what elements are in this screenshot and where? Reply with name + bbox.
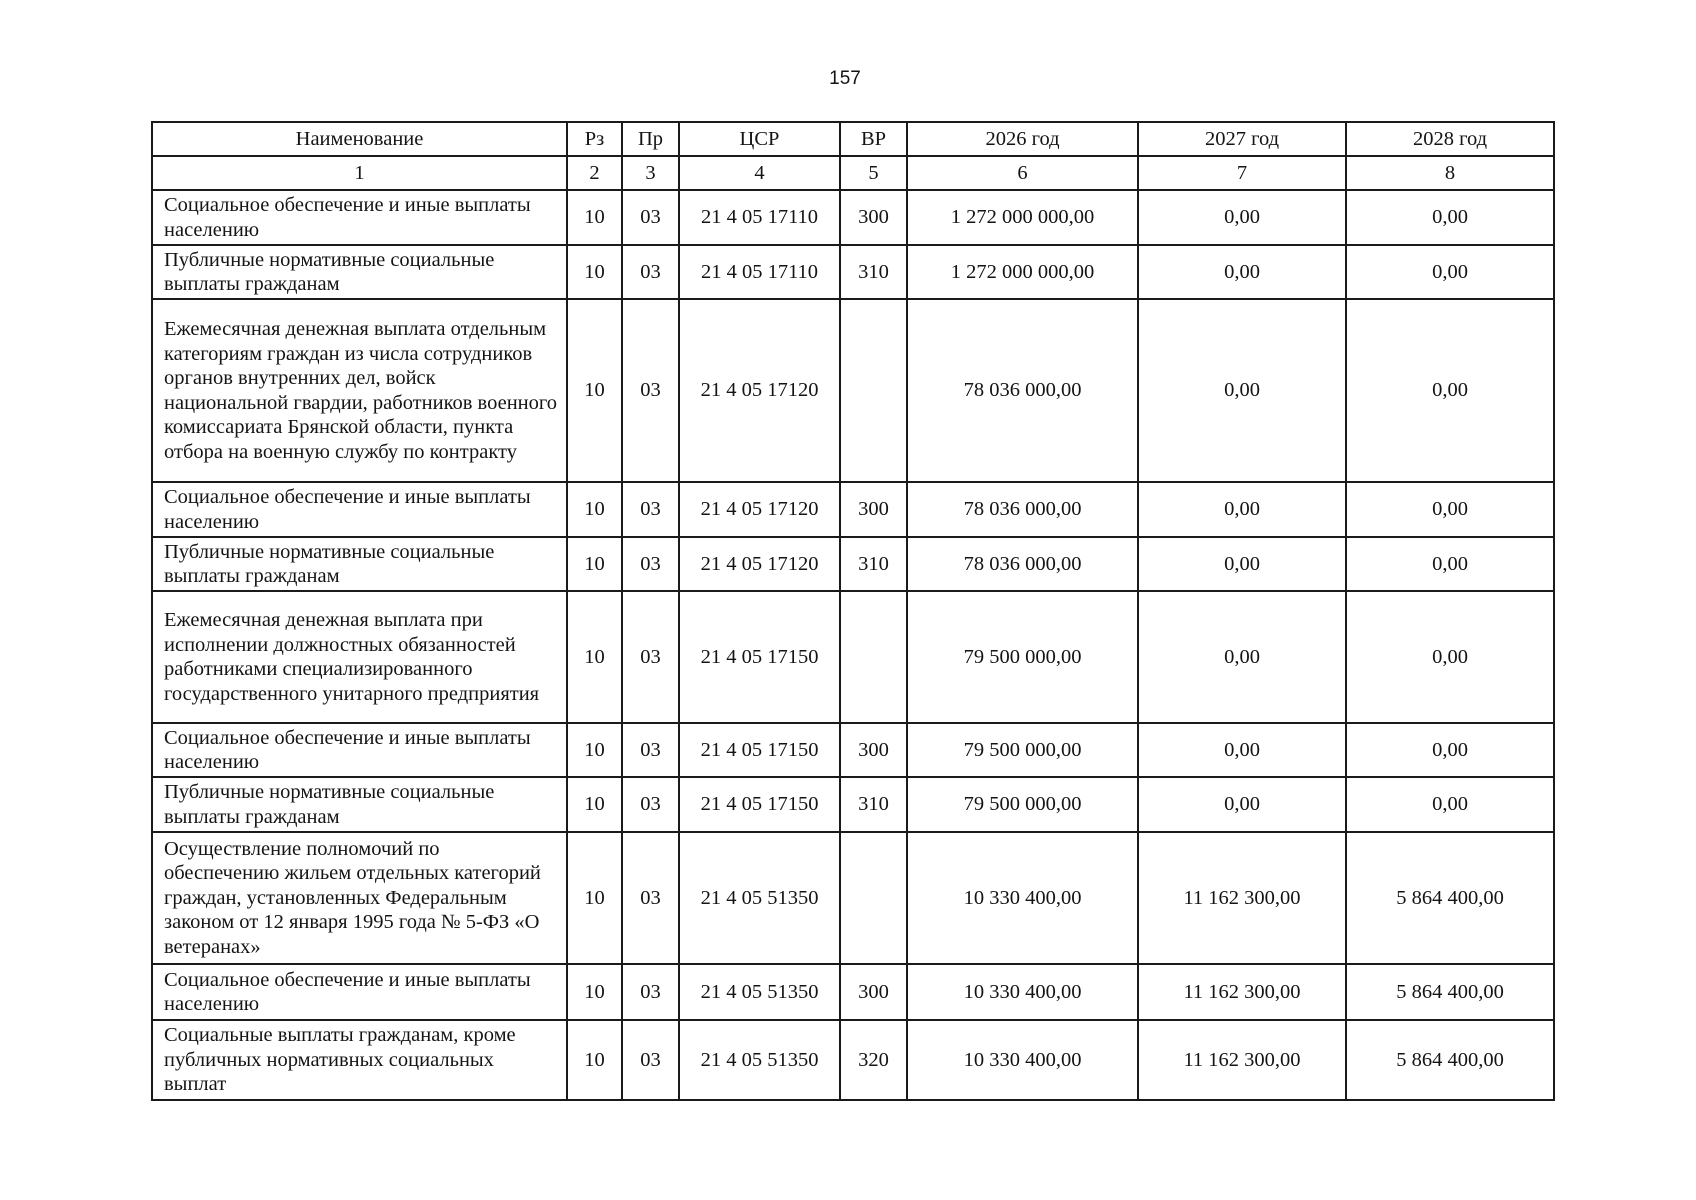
- header-year-2028: 2028 год: [1346, 122, 1554, 156]
- row-name-cell: Публичные нормативные социальные выплаты гражданам: [152, 245, 567, 299]
- row-subsection-cell: 03: [622, 482, 679, 537]
- row-name-cell: Социальное обеспечение и иные выплаты населению: [152, 964, 567, 1020]
- page-number: 157: [829, 68, 861, 89]
- row-section-cell: 10: [567, 245, 622, 299]
- row-amount-2027-cell: 0,00: [1138, 777, 1346, 832]
- column-number: 8: [1346, 156, 1554, 190]
- row-subsection-cell: 03: [622, 299, 679, 482]
- row-name-cell: Публичные нормативные социальные выплаты гражданам: [152, 777, 567, 832]
- row-amount-2028-cell: 5 864 400,00: [1346, 832, 1554, 964]
- row-amount-2027-cell: 11 162 300,00: [1138, 832, 1346, 964]
- row-subsection-cell: 03: [622, 832, 679, 964]
- row-name-cell: Осуществление полномочий по обеспечению жильем отдельных категорий граждан, установленных Федеральным законом от 12 января 1995 года № 5-ФЗ «О ветеранах»: [152, 832, 567, 964]
- column-number: 6: [907, 156, 1138, 190]
- row-amount-2027-cell: 0,00: [1138, 482, 1346, 537]
- column-number: 2: [567, 156, 622, 190]
- budget-table: [151, 121, 1555, 1101]
- row-amount-2027-cell: 0,00: [1138, 723, 1346, 777]
- table-row: [152, 964, 1554, 1020]
- row-amount-2028-cell: 0,00: [1346, 591, 1554, 723]
- row-subsection-cell: 03: [622, 964, 679, 1020]
- column-number: 3: [622, 156, 679, 190]
- table-body: [152, 190, 1554, 1100]
- row-section-cell: 10: [567, 723, 622, 777]
- table-row: [152, 1020, 1554, 1100]
- row-expense-type-cell: 300: [840, 190, 907, 245]
- column-number: 5: [840, 156, 907, 190]
- row-target-code-cell: 21 4 05 17110: [679, 190, 840, 245]
- row-expense-type-cell: 300: [840, 723, 907, 777]
- column-number: 1: [152, 156, 567, 190]
- row-expense-type-cell: 300: [840, 482, 907, 537]
- header-target-code: ЦСР: [679, 122, 840, 156]
- header-row: [152, 122, 1554, 156]
- row-section-cell: 10: [567, 777, 622, 832]
- row-subsection-cell: 03: [622, 245, 679, 299]
- row-amount-2028-cell: 0,00: [1346, 482, 1554, 537]
- row-amount-2028-cell: 5 864 400,00: [1346, 964, 1554, 1020]
- row-amount-2026-cell: 79 500 000,00: [907, 591, 1138, 723]
- row-expense-type-cell: 310: [840, 537, 907, 591]
- row-subsection-cell: 03: [622, 1020, 679, 1100]
- row-target-code-cell: 21 4 05 17150: [679, 591, 840, 723]
- row-amount-2026-cell: 10 330 400,00: [907, 964, 1138, 1020]
- row-section-cell: 10: [567, 190, 622, 245]
- column-number: 7: [1138, 156, 1346, 190]
- row-name-cell: Ежемесячная денежная выплата отдельным категориям граждан из числа сотрудников органов внутренних дел, войск национальной гвардии, работников военного комиссариата Брянской области, пункта отбора на военную службу по контракту: [152, 299, 567, 482]
- row-expense-type-cell: 310: [840, 245, 907, 299]
- table-row: [152, 190, 1554, 245]
- row-target-code-cell: 21 4 05 17150: [679, 777, 840, 832]
- table-row: [152, 832, 1554, 964]
- row-amount-2026-cell: 78 036 000,00: [907, 482, 1138, 537]
- row-amount-2028-cell: 0,00: [1346, 777, 1554, 832]
- row-amount-2027-cell: 0,00: [1138, 245, 1346, 299]
- row-section-cell: 10: [567, 964, 622, 1020]
- row-section-cell: 10: [567, 482, 622, 537]
- row-section-cell: 10: [567, 537, 622, 591]
- row-target-code-cell: 21 4 05 51350: [679, 964, 840, 1020]
- row-target-code-cell: 21 4 05 51350: [679, 832, 840, 964]
- row-amount-2027-cell: 0,00: [1138, 591, 1346, 723]
- column-number-row: [152, 156, 1554, 190]
- row-expense-type-cell: 320: [840, 1020, 907, 1100]
- row-amount-2028-cell: 0,00: [1346, 723, 1554, 777]
- row-target-code-cell: 21 4 05 17110: [679, 245, 840, 299]
- row-amount-2026-cell: 79 500 000,00: [907, 723, 1138, 777]
- header-year-2026: 2026 год: [907, 122, 1138, 156]
- row-amount-2028-cell: 0,00: [1346, 537, 1554, 591]
- row-section-cell: 10: [567, 832, 622, 964]
- row-amount-2026-cell: 10 330 400,00: [907, 832, 1138, 964]
- row-amount-2026-cell: 79 500 000,00: [907, 777, 1138, 832]
- row-subsection-cell: 03: [622, 723, 679, 777]
- row-name-cell: Публичные нормативные социальные выплаты гражданам: [152, 537, 567, 591]
- row-expense-type-cell: [840, 299, 907, 482]
- row-subsection-cell: 03: [622, 591, 679, 723]
- row-amount-2027-cell: 11 162 300,00: [1138, 1020, 1346, 1100]
- row-amount-2026-cell: 1 272 000 000,00: [907, 190, 1138, 245]
- row-target-code-cell: 21 4 05 17120: [679, 537, 840, 591]
- row-amount-2028-cell: 0,00: [1346, 299, 1554, 482]
- table-row: [152, 591, 1554, 723]
- row-section-cell: 10: [567, 591, 622, 723]
- row-amount-2027-cell: 0,00: [1138, 190, 1346, 245]
- row-amount-2028-cell: 0,00: [1346, 245, 1554, 299]
- table-row: [152, 537, 1554, 591]
- header-year-2027: 2027 год: [1138, 122, 1346, 156]
- table-row: [152, 777, 1554, 832]
- row-name-cell: Ежемесячная денежная выплата при исполнении должностных обязанностей работниками специализированного государственного унитарного предприятия: [152, 591, 567, 723]
- row-target-code-cell: 21 4 05 17120: [679, 299, 840, 482]
- row-amount-2026-cell: 10 330 400,00: [907, 1020, 1138, 1100]
- row-name-cell: Социальное обеспечение и иные выплаты населению: [152, 190, 567, 245]
- row-amount-2026-cell: 1 272 000 000,00: [907, 245, 1138, 299]
- table-row: [152, 299, 1554, 482]
- row-subsection-cell: 03: [622, 777, 679, 832]
- row-amount-2028-cell: 0,00: [1346, 190, 1554, 245]
- row-expense-type-cell: [840, 832, 907, 964]
- header-name: Наименование: [152, 122, 567, 156]
- row-section-cell: 10: [567, 299, 622, 482]
- table-row: [152, 482, 1554, 537]
- row-subsection-cell: 03: [622, 537, 679, 591]
- header-subsection: Пр: [622, 122, 679, 156]
- row-expense-type-cell: 300: [840, 964, 907, 1020]
- row-target-code-cell: 21 4 05 17150: [679, 723, 840, 777]
- row-section-cell: 10: [567, 1020, 622, 1100]
- row-amount-2026-cell: 78 036 000,00: [907, 537, 1138, 591]
- table-row: [152, 723, 1554, 777]
- row-subsection-cell: 03: [622, 190, 679, 245]
- table-row: [152, 245, 1554, 299]
- column-number: 4: [679, 156, 840, 190]
- row-amount-2026-cell: 78 036 000,00: [907, 299, 1138, 482]
- row-amount-2027-cell: 11 162 300,00: [1138, 964, 1346, 1020]
- row-target-code-cell: 21 4 05 17120: [679, 482, 840, 537]
- row-expense-type-cell: 310: [840, 777, 907, 832]
- header-section: Рз: [567, 122, 622, 156]
- row-amount-2028-cell: 5 864 400,00: [1346, 1020, 1554, 1100]
- row-expense-type-cell: [840, 591, 907, 723]
- row-name-cell: Социальное обеспечение и иные выплаты населению: [152, 482, 567, 537]
- row-name-cell: Социальные выплаты гражданам, кроме публичных нормативных социальных выплат: [152, 1020, 567, 1100]
- row-target-code-cell: 21 4 05 51350: [679, 1020, 840, 1100]
- row-name-cell: Социальное обеспечение и иные выплаты населению: [152, 723, 567, 777]
- row-amount-2027-cell: 0,00: [1138, 537, 1346, 591]
- header-expense-type: ВР: [840, 122, 907, 156]
- row-amount-2027-cell: 0,00: [1138, 299, 1346, 482]
